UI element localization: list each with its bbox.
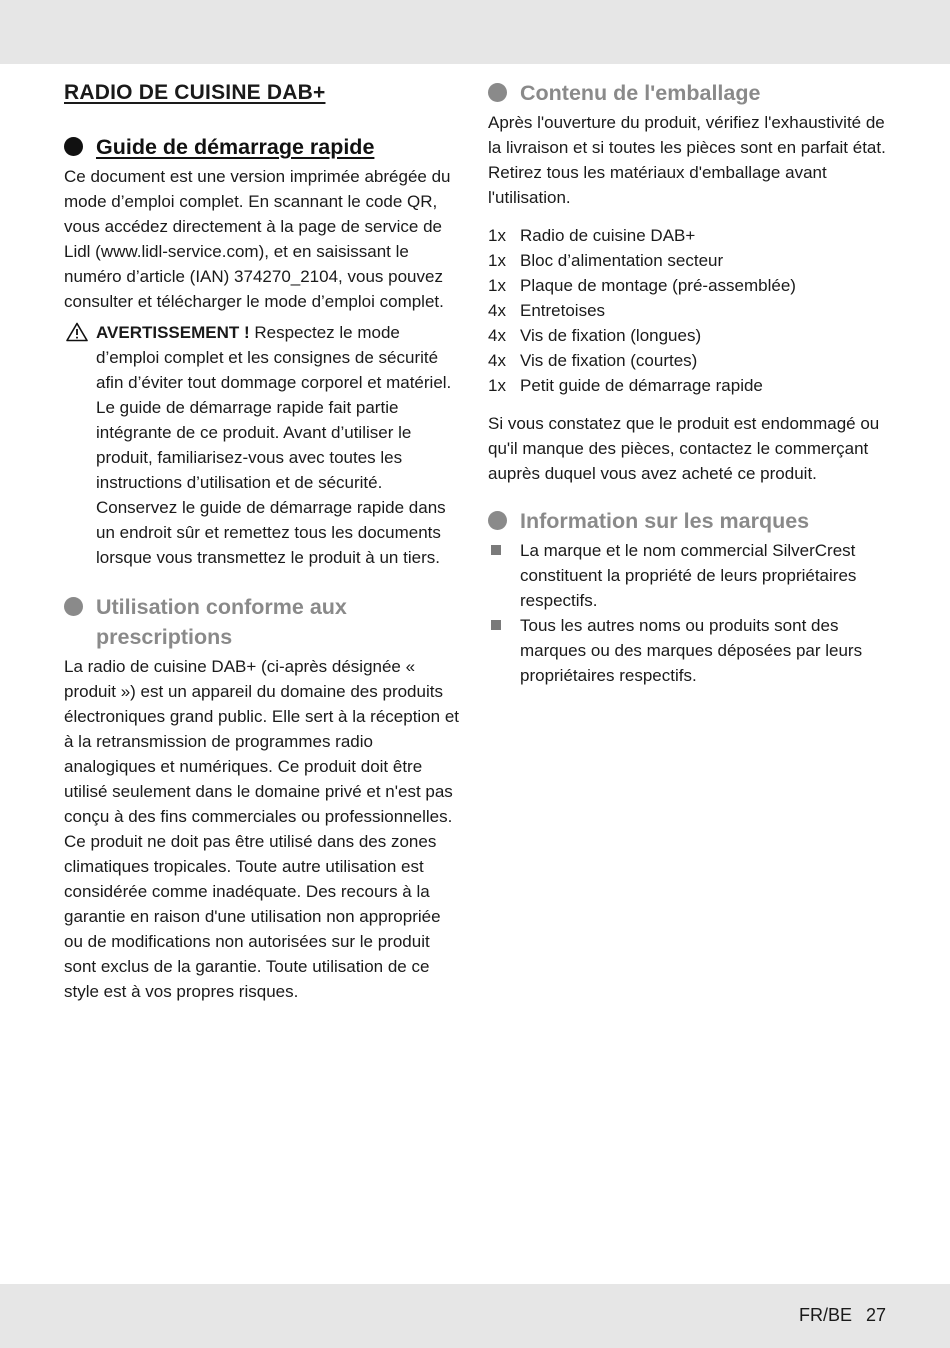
quickstart-text: Ce document est une version imprimée abrégée du mode d’emploi complet. En scannant le code QR, vous accédez directement à la page de service de Lidl (www.lidl-service.com), et en saisissant le numéro d’article (IAN) 374270_2104, vous pouvez consulter et télécharger le mode d’emploi complet. [64,167,451,311]
page-number: 27 [865,1305,886,1325]
list-item [488,298,888,323]
item-qty: 1x [488,376,506,395]
contents-heading [488,78,888,108]
list-item [488,348,888,373]
square-bullet-icon [491,620,501,630]
bullet-dot-icon [488,83,507,102]
bullet-dot-icon [488,511,507,530]
brand-text: La marque et le nom commercial SilverCrest constituent la propriété de leurs propriétaires respectifs. [520,541,857,610]
footer-locale: FR/BE [798,1305,852,1325]
document-title: RADIO DE CUISINE DAB+ [64,81,326,104]
list-item [488,373,888,398]
contents-intro: Après l'ouverture du produit, vérifiez l'exhaustivité de la livraison et si toutes les pièces sont en parfait état. Retirez tous les matériaux d'emballage avant l'utilisation. [488,113,886,207]
item-name: Vis de fixation (courtes) [520,351,698,370]
list-item [488,223,888,248]
contents-outro: Si vous constatez que le produit est endommagé ou qu'il manque des pièces, contactez le commerçant auprès duquel vous avez acheté ce produit. [488,414,880,483]
usage-heading [64,592,464,652]
warning-block [64,320,464,570]
item-name: Entretoises [520,301,606,320]
warning-triangle-icon [66,322,88,342]
square-bullet-icon [491,545,501,555]
brands-list [488,538,888,688]
list-item [488,273,888,298]
list-item [488,248,888,273]
bullet-dot-icon [64,597,83,616]
left-column [64,78,464,1004]
top-band [0,0,950,64]
quickstart-heading-text: Guide de démarrage rapide [96,135,375,159]
page-footer [799,1305,886,1326]
item-qty: 1x [488,226,506,245]
brand-text: Tous les autres noms ou produits sont des marques ou des marques déposées par leurs propriétaires respectifs. [520,616,863,685]
bullet-dot-icon [64,137,83,156]
item-name: Vis de fixation (longues) [520,326,702,345]
item-qty: 4x [488,351,506,370]
item-qty: 4x [488,326,506,345]
list-item [488,323,888,348]
usage-text: La radio de cuisine DAB+ (ci-après désignée « produit ») est un appareil du domaine des produits électroniques grand public. Elle sert à la réception et à la retransmission de programmes radio analogiques et numériques. Ce produit doit être utilisé seulement dans le domaine privé et n'est pas conçu à des fins commerciales ou professionnelles. Ce produit ne doit pas être utilisé dans des zones climatiques tropicales. Toute autre utilisation est considérée comme inadéquate. Des recours à la garantie en raison d'une utilisation non appropriée ou de modifications non autorisées sur le produit sont exclus de la garantie. Toute utilisation de ce style est à vos propres risques. [64,657,460,1001]
contents-heading-text: Contenu de l'emballage [520,81,761,105]
list-item [488,613,888,688]
brands-heading [488,506,888,536]
item-name: Petit guide de démarrage rapide [520,376,763,395]
item-name: Bloc d’alimentation secteur [520,251,724,270]
usage-heading-text: Utilisation conforme aux prescriptions [96,595,347,649]
warning-label: AVERTISSEMENT ! [96,323,250,342]
item-qty: 1x [488,276,506,295]
item-qty: 1x [488,251,506,270]
quickstart-heading [64,132,464,162]
list-item [488,538,888,613]
item-name: Plaque de montage (pré-assemblée) [520,276,796,295]
item-qty: 4x [488,301,506,320]
right-column [488,78,888,688]
item-name: Radio de cuisine DAB+ [520,226,696,245]
package-contents-list [488,223,888,398]
brands-heading-text: Information sur les marques [520,509,810,533]
warning-text: Respectez le mode d’emploi complet et les consignes de sécurité afin d’éviter tout dommage corporel et matériel. Le guide de démarrage rapide fait partie intégrante de ce produit. Avant d’utiliser le produit, familiarisez-vous avec toutes les instructions d’utilisation et de sécurité. Conservez le guide de démarrage rapide dans un endroit sûr et remettez tous les documents lorsque vous transmettez le produit à un tiers. [96,323,452,567]
